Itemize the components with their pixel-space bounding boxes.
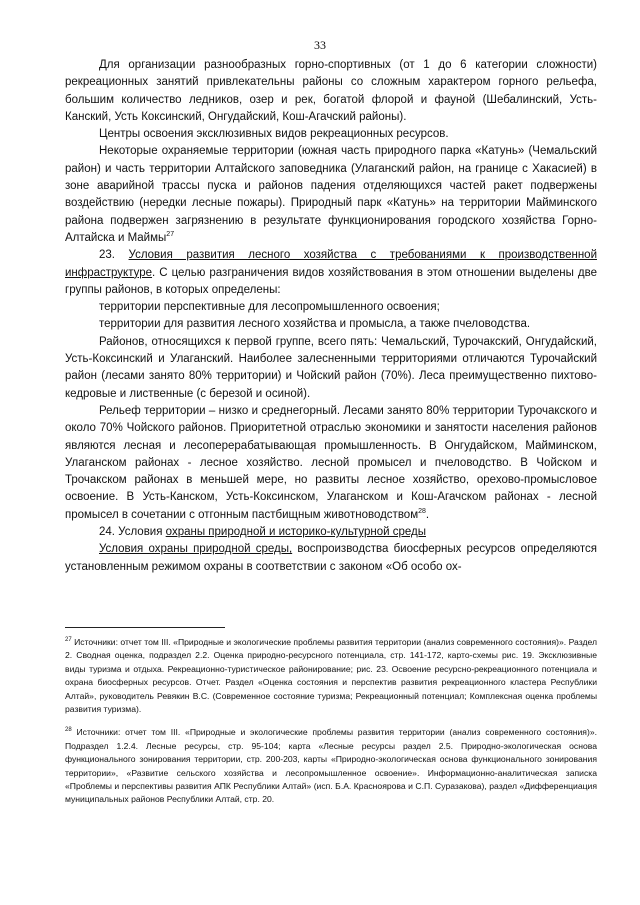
paragraph-protected-areas [65,143,597,247]
footnote-ref-28[interactable]: 28 [418,507,426,515]
footnote-text: Источники: отчет том III. «Природные и экологические проблемы развития территории (анализ современного состояния)». Подраздел 1.2.4. Лесные ресурсы, стр. 95-104; карта «Лесные ресурсы раздел 2.5. Природно-экологическая основа функционального зонирования территории, стр. 200-203, карты «Природно-экологическая основа функционального зонирования территории», «Развитие сельского хозяйства и лесопромышленное освоение». Информационно-аналитическая записка «Проблемы и перспективы развития АПК Республики Алтай» (исп. Б.А. Красноярова и С.П. Суразакова), раздел «Дифференциация муниципальных районов Республики Алтай, стр. 20. [65,727,597,805]
subsection-title: Условия охраны природной среды, [99,543,293,556]
footnotes [65,636,597,807]
paragraph-nature-protection [65,541,597,576]
paragraph-text: воспроизводства биосферных ресурсов определяются установленным режимом охраны в соответствии с законом «Об особо ох- [65,543,597,573]
section-number: 23. [99,249,129,262]
body-text [65,57,597,576]
section-title: Условия развития лесного хозяйства с требованиями к производственной инфраструктуре [65,249,597,279]
paragraph-exclusive-centers: Центры освоения эксклюзивных видов рекреационных ресурсов. [99,128,449,141]
footnote-27 [65,636,597,716]
footnote-28 [65,726,597,806]
section-24-heading [65,524,597,541]
section-title: охраны природной и историко-культурной среды [165,526,426,539]
paragraph-first-group: Районов, относящихся к первой группе, всего пять: Чемальский, Турочакский, Онгудайский, Усть-Коксинский и Улаганский. Наиболее залесненными территориями отличаются Турочайский район (лесами занято 80% территории) и Чойский район (70%). Леса преимущественно пихтово-кедровые и лиственные (с березой и осиной). [65,335,597,400]
footnote-mark: 27 [65,637,72,644]
page-number: 33 [314,38,326,52]
section-23-heading [65,247,597,299]
paragraph-text: Рельеф территории – низко и среднегорный. Лесами занято 80% территории Турочакского и около 70% Чойского районов. Приоритетной отраслью экономики и занятости населения районов являются лесная и лесоперерабатывающая промышленность. В Онгудайском, Майминском, Улаганском районах - лесное хозяйство. лесной промысел и пчеловодство. В Чойском и Трочакском районах в меньшей мере, но развиты лесное хозяйство, орехово-промысловое освоение. В Усть-Канском, Усть-Коксинском, Улаганском и Кош-Агачском районах - лесной промысел в сочетании с отгонным пастбищным животноводством [65,404,597,521]
footnote-text: Источники: отчет том III. «Природные и экологические проблемы развития территории (анализ современного состояния)». Раздел 2. Сводная оценка, подраздел 2.2. Оценка природно-ресурсного потенциала, стр. 141-172, карто-схемы рис. 19. Эксклюзивные виды туризма и отдыха. Рекреационно-туристическое районирование; рис. 23. Освоение ресурсно-рекреационного потенциала и охрана биосферных ресурсов. Отчет. Раздел «Оценка состояния и перспектив развития рекреационного кластера Республики Алтай», руководитель Ревякин В.С. (Современное состояние туризма; Рекреационный потенциал; Комплексная оценка проблемы развития туризма). [65,637,597,715]
paragraph-relief: Рельеф территории – низко и среднегорный. Лесами занято 80% территории Турочакского и около 70% Чойского районов. Приоритетной отраслью экономики и занятости населения районов являются лесная и лесоперерабатывающая промышленность. В Онгудайском, Майминском, Улаганском районах - лесное хозяйство. лесной промысел и пчеловодство. В Чойском и Трочакском районах в меньшей мере, но развиты лесное хозяйство, орехово-промысловое освоение. В Усть-Канском, Усть-Коксинском, Улаганском и Кош-Агачском районах - лесной промысел в сочетании с отгонным пастбищным животноводством$^{28}$. [65,404,597,521]
section-number: 24. Условия [99,526,166,539]
footnote-mark: 28 [65,727,72,734]
list-item-forest-industry: территории перспективные для лесопромышленного освоения; [99,301,440,314]
footnote-ref-27[interactable]: 27 [166,231,175,239]
paragraph-text: . С целью разграничения видов хозяйствования в этом отношении выделены две группы районов, в которых определены: [65,266,597,296]
list-item-forest-beekeeping: территории для развития лесного хозяйства и промысла, а также пчеловодства. [99,318,531,331]
paragraph-text: Некоторые охраняемые территории (южная часть природного парка «Катунь» (Чемальский район) и часть территории Алтайского заповедника (Улаганский район, на границе с Хакасией) в зоне аварийной трассы пуска и районов падения отделяющихся частей ракет подвержены воздействию (нередки лесные пожары). Природный парк «Катунь» на территории Майминского района подвержен загрязнению в результате функционирования городского хозяйства Горно-Алтайска и Маймы [65,145,597,244]
paragraph-mountain-sports: Для организации разнообразных горно-спортивных (от 1 до 6 категории сложности) рекреационных занятий привлекательны районы со сложным характером горного рельефа, большим количество ледников, озер и рек, богатой флорой и фауной (Шебалинский, Усть-Канский, Усть Коксинский, Онгудайский, Кош-Агачский районы). [65,59,597,123]
footnote-separator [65,627,225,628]
